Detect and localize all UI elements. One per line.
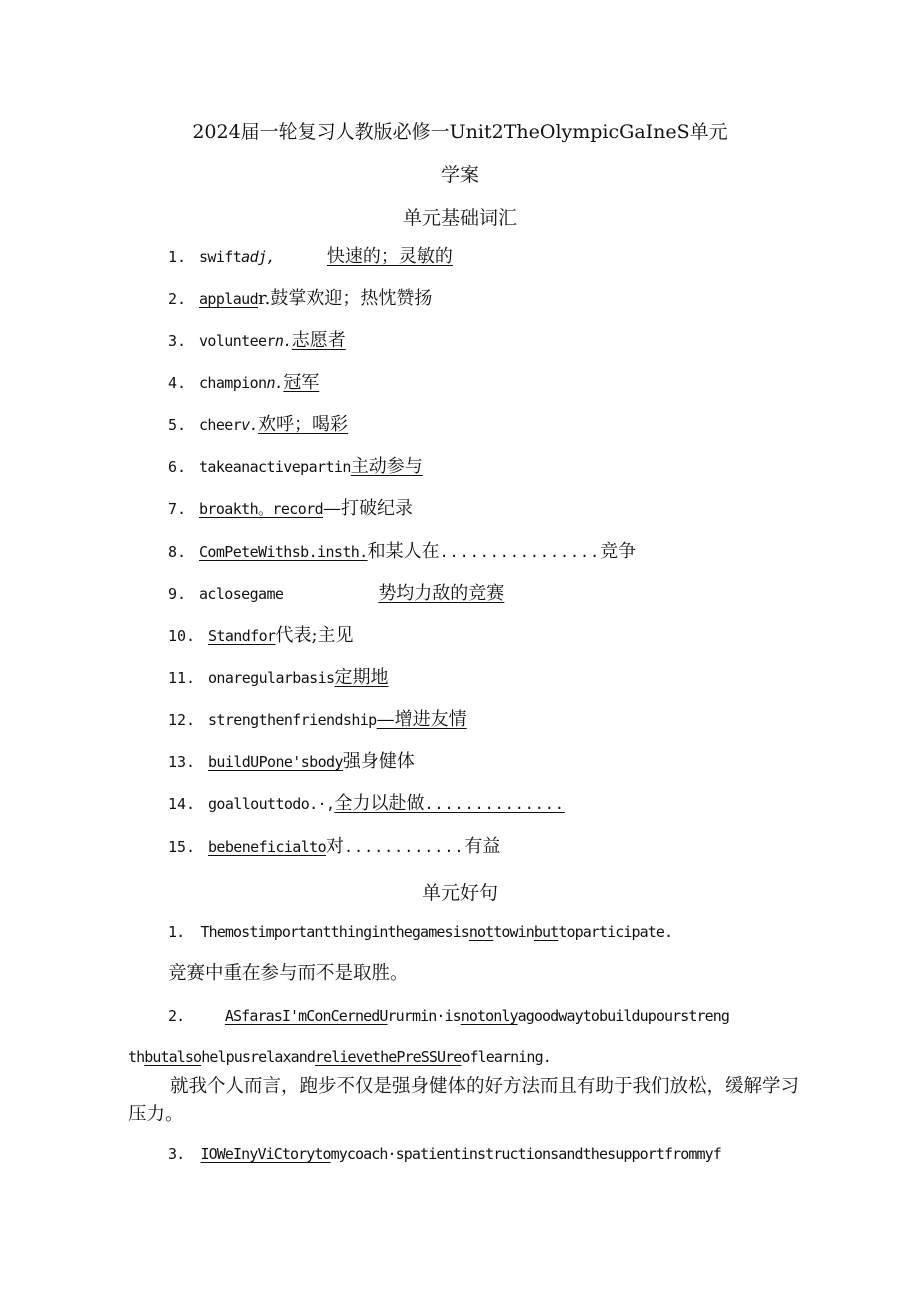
sentence-text: agoodwaytobuildupourstreng <box>517 1007 730 1025</box>
vocab-term: onaregularbasis <box>208 669 335 687</box>
vocab-item-6 <box>168 456 423 478</box>
sentence-text: th <box>128 1048 145 1066</box>
vocab-term: strengthenfriendship <box>208 711 377 729</box>
sentence-key-phrase: relievethePreSSUre <box>315 1048 462 1066</box>
vocab-meaning: 对 <box>326 836 345 857</box>
vocab-meaning: 冠军 <box>283 372 320 393</box>
vocab-term: volunteer <box>199 332 275 350</box>
sentence-text: mycoach·spatientinstructionsandthesupportfrommyf <box>330 1145 721 1163</box>
vocab-term: goallouttodo.·, <box>208 795 335 813</box>
vocab-meaning: 欢呼；喝彩 <box>258 414 349 435</box>
vocab-item-8 <box>168 541 636 563</box>
vocab-meaning: 强身健体 <box>342 751 415 772</box>
item-number: 9. <box>168 585 187 603</box>
vocab-item-14 <box>168 793 565 815</box>
sentence-key-phrase: ASfarasI'mConCernedU <box>224 1007 388 1025</box>
vocab-item-2 <box>168 288 432 310</box>
sentence-2-translation: 就我个人而言，跑步不仅是强身健体的好方法而且有助于我们放松，缓解学习压力。 <box>128 1076 800 1125</box>
item-number: 10. <box>168 627 196 645</box>
item-number: 11. <box>168 669 196 687</box>
vocab-meaning: 快速的；灵敏的 <box>326 246 453 267</box>
vocab-term: ComPeteWithsb.insth. <box>199 543 368 561</box>
sentence-key-phrase: notonly <box>460 1007 518 1025</box>
sentence-key-phrase: IOWeInyViCtoryto <box>200 1145 331 1163</box>
part-of-speech: v. <box>241 416 259 434</box>
vocab-item-9 <box>168 583 504 605</box>
item-number: 3. <box>168 332 187 350</box>
sentence-2-line-1 <box>168 1007 729 1025</box>
item-number: 5. <box>168 416 187 434</box>
vocab-item-13 <box>168 751 415 773</box>
vocab-meaning: r.鼓掌欢迎；热忱赞扬 <box>258 288 433 309</box>
vocab-meaning: 势均力敌的竞赛 <box>378 583 505 604</box>
item-number: 3. <box>168 1145 185 1163</box>
item-number: 15. <box>168 838 196 856</box>
vocab-item-11 <box>168 667 388 689</box>
vocab-item-10 <box>168 625 354 647</box>
sentence-1-translation: 竞赛中重在参与而不是取胜。 <box>168 963 409 984</box>
sentence-text: towin <box>493 923 534 941</box>
vocab-meaning: —增进友情 <box>376 709 467 730</box>
vocab-heading: 单元基础词汇 <box>402 207 517 229</box>
part-of-speech: n. <box>266 374 284 392</box>
item-number: 4. <box>168 374 187 392</box>
vocab-item-7 <box>168 498 413 520</box>
vocab-term: champion <box>199 374 267 392</box>
item-number: 6. <box>168 458 187 476</box>
item-number: 1. <box>168 923 185 941</box>
vocab-term: applaud <box>199 290 259 308</box>
vocab-meaning-end: 有益 <box>464 836 501 857</box>
vocab-term: swift <box>199 248 242 266</box>
vocab-item-5 <box>168 414 348 436</box>
document-subtitle: 学案 <box>440 164 479 186</box>
vocab-term: bebeneficialto <box>208 838 327 856</box>
vocab-term: Standfor <box>208 627 276 645</box>
part-of-speech: adj, <box>241 248 275 266</box>
item-number: 2. <box>168 1007 185 1025</box>
document-title: 2024届一轮复习人教版必修一Unit2TheOlympicGaInеS单元 <box>192 121 728 143</box>
sentence-text: toparticipate. <box>558 923 673 941</box>
item-number: 13. <box>168 753 196 771</box>
sentences-heading: 单元好句 <box>421 882 498 904</box>
sentence-2-line-2 <box>128 1048 551 1066</box>
sentence-key-word: but <box>533 923 559 941</box>
vocab-meaning: 志愿者 <box>291 330 346 351</box>
vocab-term: cheer <box>199 416 242 434</box>
vocab-meaning: 主动参与 <box>350 456 423 477</box>
vocab-item-4 <box>168 372 319 394</box>
sentence-1 <box>168 923 672 941</box>
vocab-meaning: 代表;主见 <box>275 625 354 646</box>
sentence-text: rurmin·is <box>387 1007 461 1025</box>
item-number: 14. <box>168 795 196 813</box>
vocab-item-15 <box>168 836 500 858</box>
sentence-text: oflearning. <box>461 1048 551 1066</box>
vocab-meaning-end: 竞争 <box>600 541 637 562</box>
item-number: 7. <box>168 500 187 518</box>
vocab-item-12 <box>168 709 467 731</box>
vocab-meaning: 和某人在 <box>367 541 440 562</box>
vocab-term: buildUPone'sbody <box>208 753 343 771</box>
item-number: 2. <box>168 290 187 308</box>
vocab-item-3 <box>168 330 346 352</box>
blank-dots: ................ <box>439 543 601 561</box>
vocab-term: aclosegame <box>199 585 284 603</box>
item-number: 8. <box>168 543 187 561</box>
vocab-item-1 <box>168 246 453 268</box>
vocab-meaning: 定期地 <box>334 667 389 688</box>
blank-dots: .............. <box>424 795 565 813</box>
vocab-term: takeanactivepartin <box>199 458 351 476</box>
sentence-3 <box>168 1145 721 1163</box>
item-number: 12. <box>168 711 196 729</box>
vocab-meaning: 全力以赴做 <box>334 793 425 814</box>
sentence-text: Themostimportantthinginthegamesis <box>200 923 469 941</box>
sentence-key-word: not <box>468 923 494 941</box>
sentence-text: helpusrelaxand <box>201 1048 316 1066</box>
sentence-key-phrase: butalso <box>144 1048 202 1066</box>
item-number: 1. <box>168 248 187 266</box>
vocab-term: broakth。record <box>199 500 324 518</box>
part-of-speech: n. <box>274 332 292 350</box>
blank-dots: ............ <box>344 838 465 856</box>
vocab-meaning: —打破纪录 <box>323 498 414 519</box>
